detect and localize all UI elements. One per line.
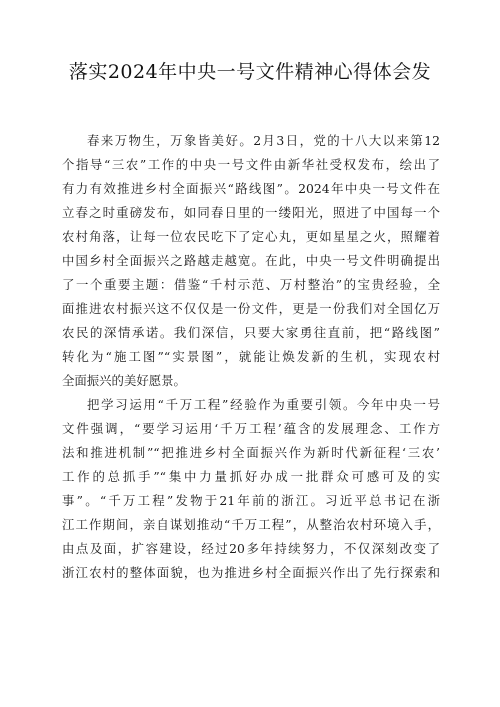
document-body (62, 129, 440, 585)
body-line: 了一个重要主题：借鉴“千村示范、万村整治”的宝贵经验，全 (62, 277, 440, 292)
document-title: 落实2024年中央一号文件精神心得体会发 (68, 61, 432, 83)
body-line: 有力有效推进乡村全面振兴“路线图”。2024年中央一号文件在 (62, 181, 440, 196)
body-line: 个指导“三农”工作的中央一号文件由新华社受权发布，绘出了 (62, 157, 440, 172)
body-line: 浙江农村的整体面貌，也为推进乡村全面振兴作出了先行探索和 (62, 565, 440, 580)
body-line: 文件强调，“要学习运用‘千万工程’蕴含的发展理念、工作方 (62, 421, 440, 436)
body-line: 由点及面，扩容建设，经过20多年持续努力，不仅深刻改变了 (62, 541, 440, 556)
body-line: 面推进农村振兴这不仅仅是一份文件，更是一份我们对全国亿万 (62, 301, 440, 316)
body-line: 工作的总抓手”“集中力量抓好办成一批群众可感可及的实 (62, 469, 440, 484)
body-line: 全面振兴的美好愿景。 (62, 373, 186, 388)
body-line: 江工作期间，亲自谋划推动“千万工程”，从整治农村环境入手， (62, 517, 440, 532)
body-line: 中国乡村全面振兴之路越走越宽。在此，中央一号文件明确提出 (62, 253, 440, 268)
body-line: 把学习运用“千万工程”经验作为重要引领。今年中央一号 (87, 397, 440, 412)
body-line: 农民的深情承诺。我们深信，只要大家勇往直前，把“路线图” (62, 325, 440, 340)
body-line: 事”。“千万工程”发物于21年前的浙江。习近平总书记在浙 (62, 493, 440, 508)
body-line: 立春之时重磅发布，如同春日里的一缕阳光，照进了中国每一个 (62, 205, 440, 220)
body-line: 转化为“施工图”“实景图”，就能让焕发新的生机，实现农村 (62, 349, 440, 364)
body-line: 法和推进机制”“把推进乡村全面振兴作为新时代新征程‘三农’ (62, 445, 440, 460)
body-line: 春来万物生，万象皆美好。2月3日，党的十八大以来第12 (87, 133, 440, 148)
body-line: 农村角落，让每一位农民吃下了定心丸，更如星星之火，照耀着 (62, 229, 440, 244)
